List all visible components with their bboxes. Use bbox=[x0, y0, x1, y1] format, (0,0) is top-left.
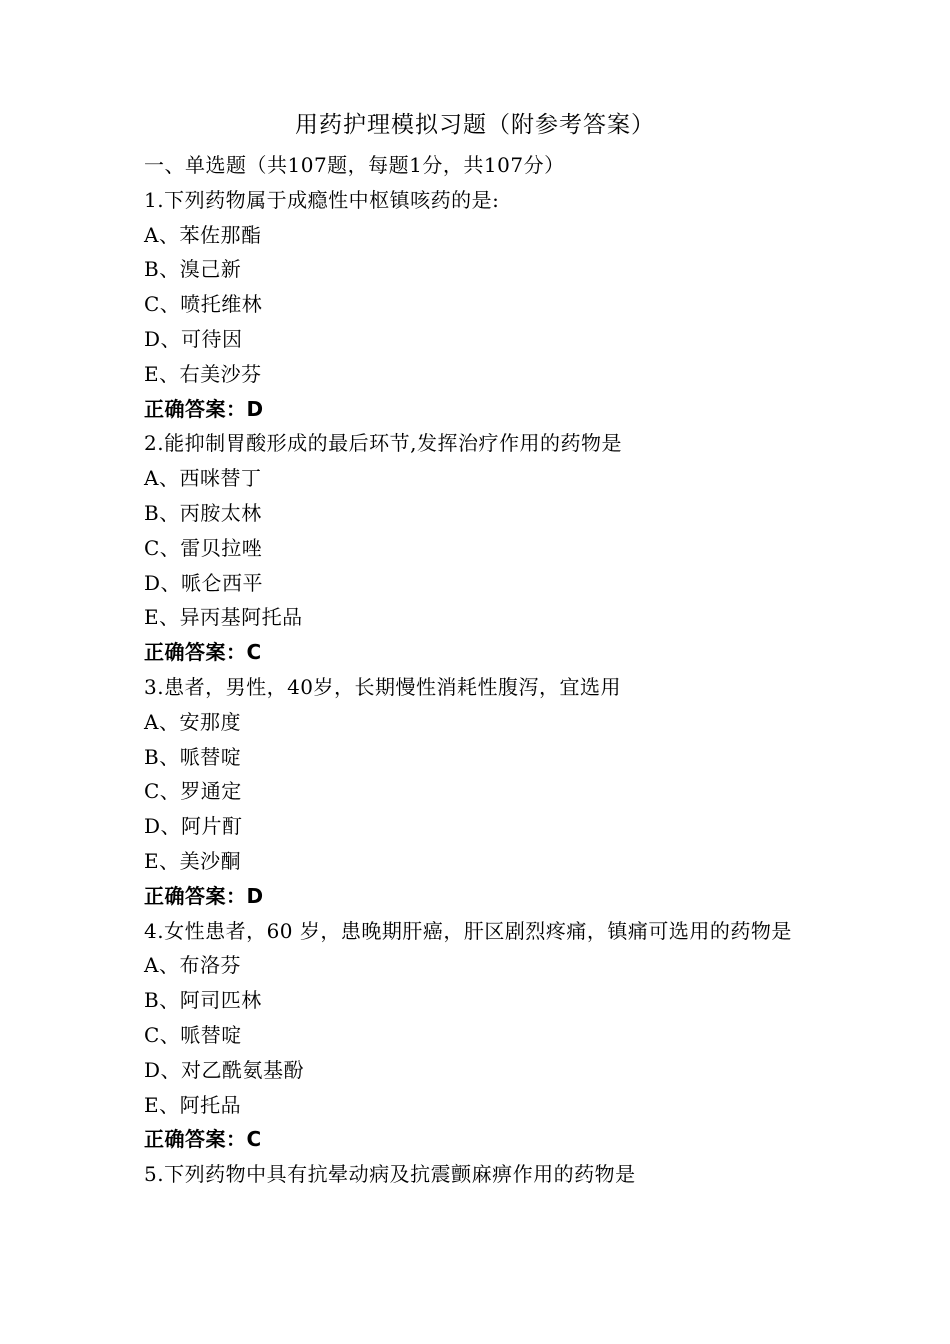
question-block bbox=[144, 1157, 824, 1192]
correct-answer: 正确答案：C bbox=[144, 1127, 262, 1152]
correct-answer: 正确答案：D bbox=[144, 396, 264, 421]
option-a: A、苯佐那酯 bbox=[144, 222, 262, 247]
question-stem: 2.能抑制胃酸形成的最后环节,发挥治疗作用的药物是 bbox=[144, 431, 622, 456]
option-b: B、哌替啶 bbox=[144, 744, 242, 769]
question-stem: 4.女性患者，60 岁，患晚期肝癌，肝区剧烈疼痛，镇痛可选用的药物是 bbox=[144, 918, 792, 943]
option-c: C、哌替啶 bbox=[144, 1022, 242, 1047]
option-d: D、对乙酰氨基酚 bbox=[144, 1057, 305, 1082]
option-d: D、哌仑西平 bbox=[144, 570, 264, 595]
option-b: B、溴己新 bbox=[144, 257, 242, 282]
option-c: C、喷托维林 bbox=[144, 292, 263, 317]
option-d: D、可待因 bbox=[144, 326, 243, 351]
option-d: D、阿片酊 bbox=[144, 814, 243, 839]
option-e: E、异丙基阿托品 bbox=[144, 605, 303, 630]
correct-answer: 正确答案：D bbox=[144, 883, 264, 908]
question-block bbox=[144, 183, 824, 427]
option-a: A、安那度 bbox=[144, 709, 241, 734]
question-block bbox=[144, 914, 824, 1158]
question-block bbox=[144, 426, 824, 670]
option-b: B、丙胺太林 bbox=[144, 500, 262, 525]
question-stem: 1.下列药物属于成瘾性中枢镇咳药的是: bbox=[144, 187, 500, 212]
option-e: E、阿托品 bbox=[144, 1092, 242, 1117]
question-stem: 5.下列药物中具有抗晕动病及抗震颤麻痹作用的药物是 bbox=[144, 1162, 636, 1187]
option-c: C、雷贝拉唑 bbox=[144, 535, 263, 560]
section-heading: 一、单选题（共107题，每题1分，共107分） bbox=[144, 153, 565, 177]
question-block bbox=[144, 670, 824, 914]
correct-answer: 正确答案：C bbox=[144, 640, 262, 665]
option-c: C、罗通定 bbox=[144, 779, 242, 804]
option-e: E、美沙酮 bbox=[144, 848, 242, 873]
document-content bbox=[144, 148, 824, 1192]
option-a: A、西咪替丁 bbox=[144, 466, 262, 491]
question-stem: 3.患者，男性，40岁，长期慢性消耗性腹泻，宜选用 bbox=[144, 674, 622, 699]
option-e: E、右美沙芬 bbox=[144, 361, 262, 386]
document-title: 用药护理模拟习题（附参考答案） bbox=[295, 112, 655, 138]
option-b: B、阿司匹林 bbox=[144, 988, 262, 1013]
option-a: A、布洛芬 bbox=[144, 953, 241, 978]
